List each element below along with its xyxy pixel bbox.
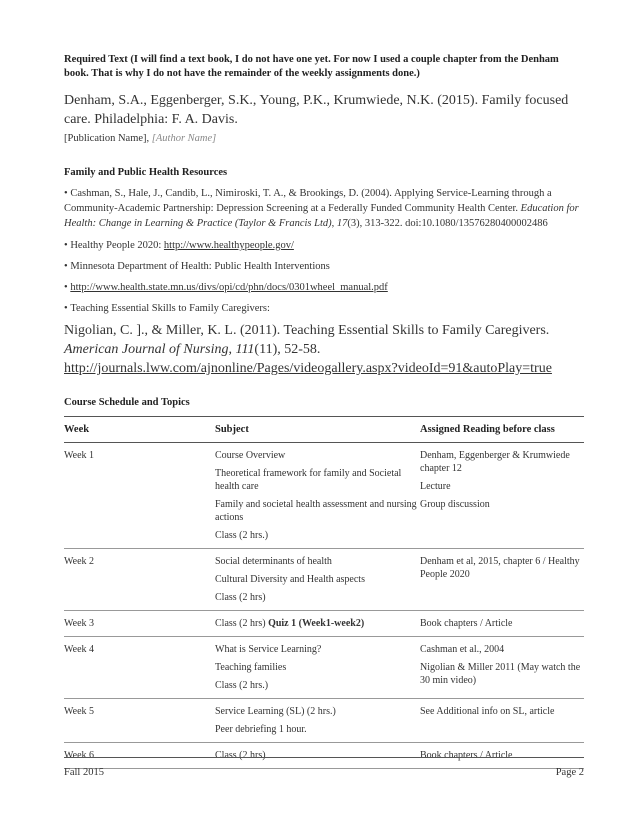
required-text-note: Required Text (I will find a text book, I do not have one yet. For now I used a couple chapter from the Denham book. That is why I do not have the remainder of the weekly assignments done.) — [64, 54, 559, 79]
table-row — [64, 699, 584, 743]
cashman-pages: (3), 313-322. doi:10.1080/13576280400002486 — [347, 218, 548, 229]
table-row — [64, 549, 584, 611]
nigolian-citation: Nigolian, C. ]., & Miller, K. L. (2011). Teaching Essential Skills to Family Caregivers. American Journal of Nursing, 111(11), 52-58. http://journals.lww.com/ajnonline/Pages/videogallery.aspx?videoId=91&autoPlay=true — [64, 323, 552, 376]
healthy-people-link[interactable]: http://www.healthypeople.gov/ — [163, 240, 294, 251]
publication-placeholder — [64, 131, 584, 146]
table-row — [64, 443, 584, 549]
subject-cell: Class (2 hrs) Quiz 1 (Week1-week2) — [215, 611, 420, 637]
schedule-header-row — [64, 417, 584, 443]
minnesota-link[interactable]: http://www.health.state.mn.us/divs/opi/cd/phn/docs/0301wheel_manual.pdf — [70, 282, 388, 293]
week-cell: Week 2 — [64, 549, 215, 611]
minnesota-item: • Minnesota Department of Health: Public Health Interventions — [64, 259, 584, 274]
week-cell: Week 3 — [64, 611, 215, 637]
reading-cell: Cashman et al., 2004 Nigolian & Miller 2011 (May watch the 30 min video) — [420, 637, 584, 699]
table-row — [64, 743, 584, 769]
week-cell: Week 4 — [64, 637, 215, 699]
cashman-volume: 17 — [336, 218, 348, 229]
table-row — [64, 637, 584, 699]
author-name: [Author Name] — [151, 133, 217, 144]
cashman-citation: Cashman, S., Hale, J., Candib, L., Nimiroski, T. A., & Brookings, D. (2004). Applying Service-Learning through a Community-Academic Partnership: Depression Screening at a Federally Funded Community Health Center. — [64, 188, 552, 214]
table-row — [64, 611, 584, 637]
reading-cell: Book chapters / Article — [420, 743, 584, 769]
teaching-item: • Teaching Essential Skills to Family Caregivers: — [64, 301, 584, 316]
publication-name: [Publication Name], — [64, 133, 150, 144]
cashman-journal: Education for Health: Change in Learning & Practice (Taylor & Francis Ltd) — [64, 203, 579, 229]
quiz-label: Quiz 1 (Week1-week2) — [268, 618, 365, 629]
healthy-people-item — [64, 238, 584, 253]
table-end-rule — [64, 757, 584, 758]
nigolian-video-link[interactable]: http://journals.lww.com/ajnonline/Pages/videogallery.aspx?videoId=91&autoPlay=true — [64, 361, 552, 376]
subject-column-header: Subject — [215, 417, 420, 443]
week-cell: Week 1 — [64, 443, 215, 549]
subject-cell: Social determinants of health Cultural Diversity and Health aspects Class (2 hrs) — [215, 549, 420, 611]
week-cell: Week 5 — [64, 699, 215, 743]
reading-cell: Denham et al, 2015, chapter 6 / Healthy People 2020 — [420, 549, 584, 611]
denham-citation: Denham, S.A., Eggenberger, S.K., Young, P.K., Krumwiede, N.K. (2015). Family focused care. Philadelphia: F. A. Davis. — [64, 93, 569, 127]
subject-cell: Class (2 hrs) — [215, 743, 420, 769]
subject-cell: Service Learning (SL) (2 hrs.) Peer debriefing 1 hour. — [215, 699, 420, 743]
reading-column-header: Assigned Reading before class — [420, 417, 584, 443]
reading-cell: Denham, Eggenberger & Krumwiede chapter 12 Lecture Group discussion — [420, 443, 584, 549]
footer-page-number: Page 2 — [555, 767, 584, 778]
schedule-table — [64, 416, 584, 769]
week-cell: Week 6 — [64, 743, 215, 769]
reading-cell: Book chapters / Article — [420, 611, 584, 637]
resources-heading: Family and Public Health Resources — [64, 167, 228, 178]
reading-cell: See Additional info on SL, article — [420, 699, 584, 743]
subject-cell: What is Service Learning? Teaching families Class (2 hrs.) — [215, 637, 420, 699]
healthy-people-label: Healthy People 2020: — [70, 240, 162, 251]
schedule-heading: Course Schedule and Topics — [64, 397, 190, 408]
subject-cell: Course Overview Theoretical framework for family and Societal health care Family and societal health assessment and nursing actions Class (2 hrs.) — [215, 443, 420, 549]
nigolian-volume: 111 — [235, 342, 255, 357]
footer-term: Fall 2015 — [64, 767, 104, 778]
week-column-header: Week — [64, 417, 215, 443]
nigolian-journal: American Journal of Nursing — [64, 342, 229, 357]
minnesota-link-item — [64, 280, 584, 295]
cashman-reference: • Cashman, S., Hale, J., Candib, L., Nimiroski, T. A., & Brookings, D. (2004). Applying Service-Learning through a Community-Academic Partnership: Depression Screening at a Federally Funded Community Health Center. Education for Health: Change in Learning & Practice (Taylor & Francis Ltd), 17(3), 313-322. doi:10.1080/13576280400002486 — [64, 186, 584, 231]
